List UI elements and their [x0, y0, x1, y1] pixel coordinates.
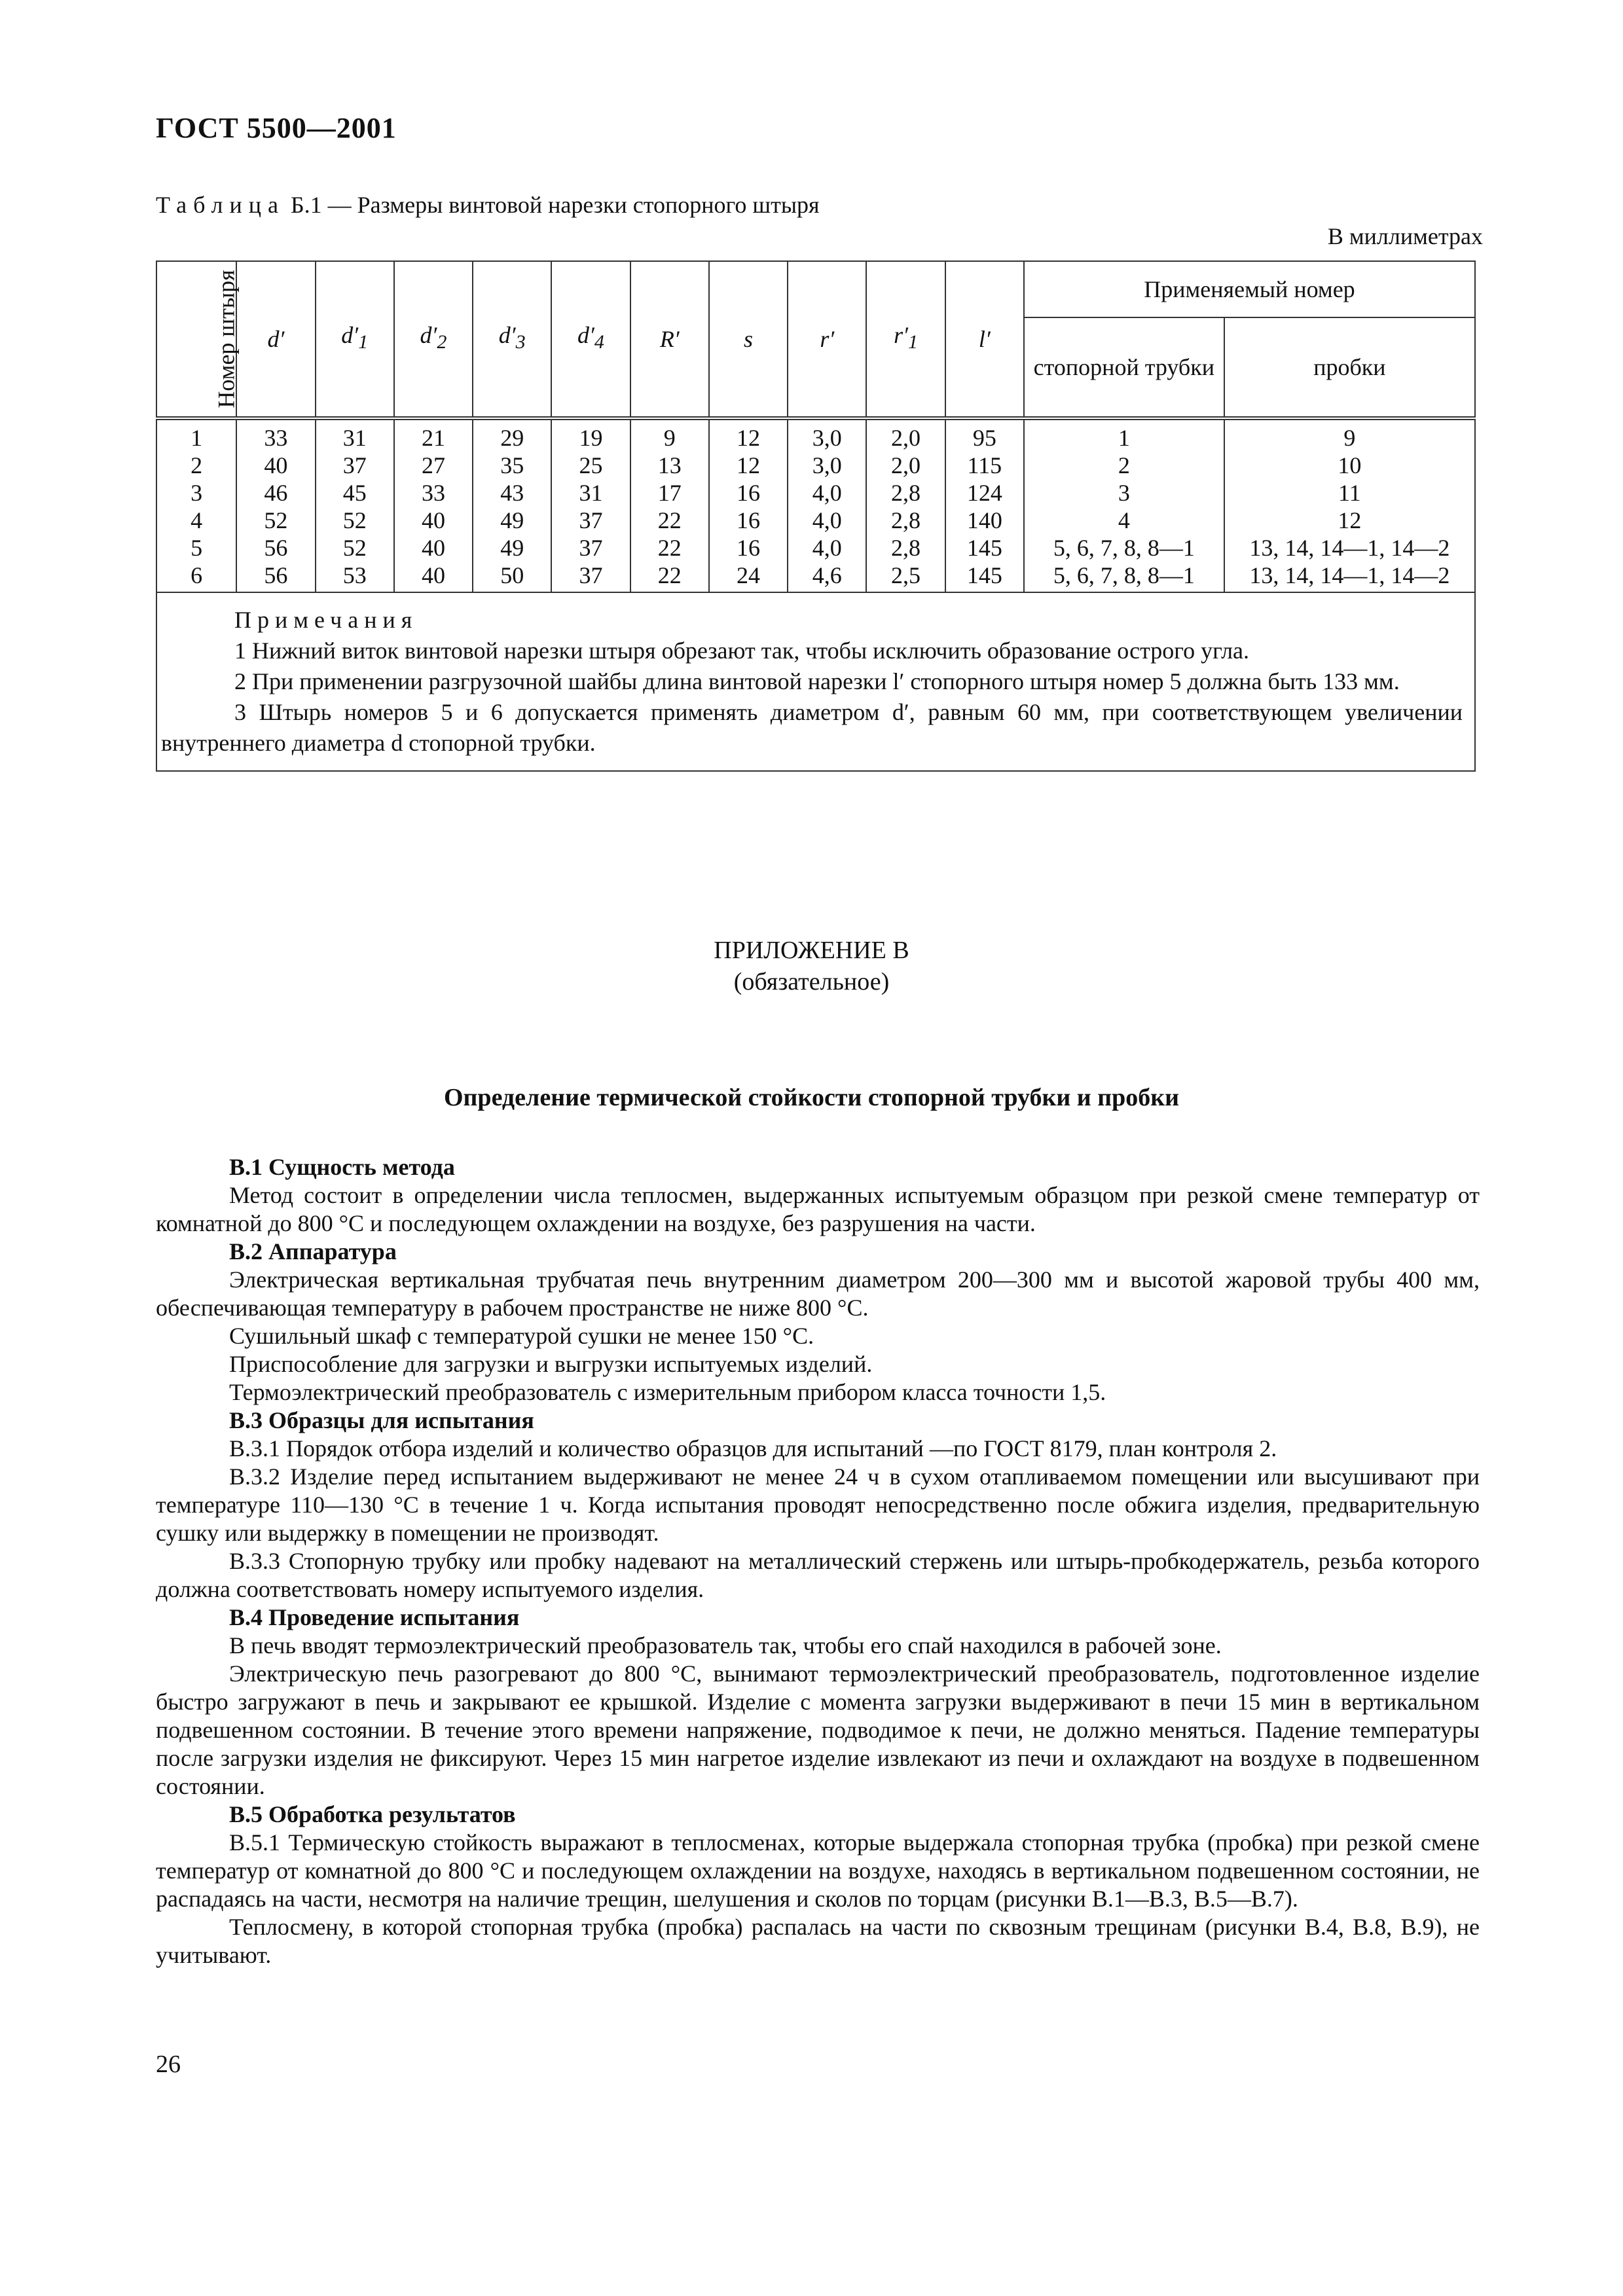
table-cell: 4,0 — [788, 534, 866, 562]
table-caption — [156, 191, 820, 219]
table-row — [156, 507, 1475, 534]
paragraph: В.3.3 Стопорную трубку или пробку надевают на металлический стержень или штырь-пробкодержатель, резьба которого должна соответствовать номеру испытуемого изделия. — [156, 1548, 1480, 1602]
subsection-heading: В.2 Аппаратура — [229, 1238, 397, 1265]
table-cell: 95 — [945, 418, 1024, 452]
paragraph: Метод состоит в определении числа теплосмен, выдержанных испытуемым образцом при резкой смене температур от комнатной до 800 °С и последующем охлаждении на воздухе, без разрушения на части. — [156, 1182, 1480, 1236]
subsection-heading: В.4 Проведение испытания — [229, 1604, 520, 1630]
table-cell: 4,0 — [788, 479, 866, 507]
table-cell: 40 — [394, 507, 473, 534]
table-cell: 2,8 — [866, 507, 945, 534]
notes-title: Примечания — [234, 607, 418, 633]
table-cell: 37 — [551, 507, 630, 534]
header-cell-10 — [945, 261, 1024, 418]
table-cell: 3,0 — [788, 418, 866, 452]
table-cell: 33 — [394, 479, 473, 507]
table-cell: 145 — [945, 534, 1024, 562]
table-cell: 40 — [394, 534, 473, 562]
table-cell: 2,8 — [866, 534, 945, 562]
table-cell: 16 — [709, 534, 788, 562]
paragraph: В.5.1 Термическую стойкость выражают в теплосменах, которые выдержала стопорная трубка (пробка) при резкой смене температур от комнатной до 800 °С и последующем охлаждении на воздухе, находясь в вертикальном подвешенном состоянии, не распадаясь на части, несмотря на наличие трещин, шелушения и сколов по торцам (рисунки В.1—В.3, В.5—В.7). — [156, 1829, 1480, 1912]
subheader-cell: пробки — [1224, 317, 1475, 418]
header-cell-number — [156, 261, 240, 418]
table-cell: 5 — [156, 534, 236, 562]
header-symbol: d′ — [420, 322, 437, 349]
header-symbol: r′ — [820, 326, 835, 352]
table-cell: 16 — [709, 507, 788, 534]
table-cell: 22 — [630, 562, 709, 592]
header-cell-6 — [630, 261, 709, 418]
header-cell-8 — [788, 261, 866, 418]
table-cell: 13, 14, 14—1, 14—2 — [1224, 562, 1475, 592]
table-cell: 5, 6, 7, 8, 8—1 — [1024, 534, 1224, 562]
table-cell: 50 — [473, 562, 551, 592]
table-cell: 37 — [316, 452, 394, 479]
annex-heading — [0, 935, 1623, 997]
table-cell: 49 — [473, 507, 551, 534]
table-cell: 31 — [551, 479, 630, 507]
table-cell: 1 — [156, 418, 236, 452]
paragraph: Приспособление для загрузки и выгрузки испытуемых изделий. — [229, 1351, 873, 1377]
table-cell: 10 — [1224, 452, 1475, 479]
table-cell: 19 — [551, 418, 630, 452]
standard-title: ГОСТ 5500—2001 — [156, 112, 397, 144]
table-notes — [156, 592, 1475, 771]
table-cell: 24 — [709, 562, 788, 592]
header-cell-1 — [236, 261, 315, 418]
table-cell: 145 — [945, 562, 1024, 592]
table-cell: 46 — [236, 479, 315, 507]
header-symbol: s — [744, 326, 754, 352]
table-cell: 35 — [473, 452, 551, 479]
table-row — [156, 562, 1475, 592]
table-cell: 2,0 — [866, 418, 945, 452]
table-cell: 9 — [630, 418, 709, 452]
subsection-heading: В.5 Обработка результатов — [229, 1801, 516, 1827]
header-subscript: 1 — [358, 331, 369, 353]
table-cell: 31 — [316, 418, 394, 452]
table-cell: 33 — [236, 418, 315, 452]
paragraph: Теплосмену, в которой стопорная трубка (пробка) распалась на части по сквозным трещинам (рисунки В.4, В.8, В.9), не учитывают. — [156, 1914, 1480, 1968]
annex-subtitle: (обязательное) — [733, 968, 890, 996]
subsection-heading: В.1 Сущность метода — [229, 1154, 455, 1180]
table-cell: 12 — [1224, 507, 1475, 534]
table-cell: 52 — [316, 507, 394, 534]
header-symbol: l′ — [978, 326, 991, 352]
table-row — [156, 534, 1475, 562]
table-cell: 6 — [156, 562, 236, 592]
table-cell: 37 — [551, 562, 630, 592]
table-cell: 12 — [709, 452, 788, 479]
table-caption-text: Б.1 — Размеры винтовой нарезки стопорного штыря — [284, 192, 820, 218]
table-cell: 3,0 — [788, 452, 866, 479]
paragraph: Сушильный шкаф с температурой сушки не менее 150 °С. — [229, 1323, 814, 1349]
header-symbol: r′ — [894, 322, 908, 349]
table-cell: 5, 6, 7, 8, 8—1 — [1024, 562, 1224, 592]
table-cell: 1 — [1024, 418, 1224, 452]
table-cell: 4 — [156, 507, 236, 534]
header-symbol: d′ — [341, 322, 359, 349]
table-cell: 3 — [156, 479, 236, 507]
table-cell: 43 — [473, 479, 551, 507]
header-cell-5 — [551, 261, 630, 418]
table-cell: 2 — [156, 452, 236, 479]
table-cell: 52 — [236, 507, 315, 534]
header-subscript: 1 — [908, 331, 918, 353]
header-subscript: 4 — [594, 331, 604, 353]
page-number: 26 — [156, 2051, 181, 2078]
table-header-row — [156, 261, 1475, 317]
table-cell: 22 — [630, 507, 709, 534]
table-cell: 2,0 — [866, 452, 945, 479]
table-cell: 124 — [945, 479, 1024, 507]
table-notes-row — [156, 592, 1475, 771]
table-cell: 27 — [394, 452, 473, 479]
header-cell-4 — [473, 261, 551, 418]
table-cell: 16 — [709, 479, 788, 507]
table-cell: 3 — [1024, 479, 1224, 507]
header-subscript: 2 — [437, 331, 447, 353]
header-cell-7 — [709, 261, 788, 418]
table-caption-word: Таблица — [156, 192, 285, 218]
table-cell: 12 — [709, 418, 788, 452]
table-cell: 2 — [1024, 452, 1224, 479]
note-item: 1 Нижний виток винтовой нарезки штыря обрезают так, чтобы исключить образование острого угла. — [234, 637, 1250, 664]
table-row — [156, 479, 1475, 507]
paragraph: В.3.1 Порядок отбора изделий и количество образцов для испытаний —по ГОСТ 8179, план контроля 2. — [229, 1435, 1277, 1462]
table-row — [156, 418, 1475, 452]
annex-title: ПРИЛОЖЕНИЕ В — [714, 937, 909, 964]
table-units: В миллиметрах — [1327, 223, 1483, 249]
subheader-cell: стопорной трубки — [1024, 317, 1224, 418]
header-symbol: d′ — [267, 326, 285, 352]
header-number-label: Номер штыря — [213, 270, 240, 408]
table-cell: 56 — [236, 562, 315, 592]
section-title: Определение термической стойкости стопорной трубки и пробки — [443, 1084, 1180, 1111]
table-cell: 53 — [316, 562, 394, 592]
table-cell: 11 — [1224, 479, 1475, 507]
note-item: 3 Штырь номеров 5 и 6 допускается применять диаметром d′, равным 60 мм, при соответствующем увеличении внутреннего диаметра d стопорной трубки. — [161, 699, 1463, 756]
paragraph: Термоэлектрический преобразователь с измерительным прибором класса точности 1,5. — [229, 1379, 1106, 1405]
table-cell: 49 — [473, 534, 551, 562]
header-symbol: d′ — [577, 322, 594, 349]
table-cell: 2,5 — [866, 562, 945, 592]
header-cell-9 — [866, 261, 945, 418]
body-text — [156, 1153, 1480, 1969]
header-subscript: 3 — [515, 331, 526, 353]
table-cell: 21 — [394, 418, 473, 452]
table-cell: 37 — [551, 534, 630, 562]
table-cell: 2,8 — [866, 479, 945, 507]
table-cell: 4,0 — [788, 507, 866, 534]
header-cell-2 — [316, 261, 394, 418]
table-cell: 22 — [630, 534, 709, 562]
table-row — [156, 452, 1475, 479]
subsection-heading: В.3 Образцы для испытания — [229, 1407, 534, 1433]
table-cell: 52 — [316, 534, 394, 562]
header-symbol: R′ — [659, 326, 680, 352]
table-cell: 56 — [236, 534, 315, 562]
table-cell: 140 — [945, 507, 1024, 534]
table-cell: 13, 14, 14—1, 14—2 — [1224, 534, 1475, 562]
table-cell: 29 — [473, 418, 551, 452]
table-cell: 17 — [630, 479, 709, 507]
table-cell: 115 — [945, 452, 1024, 479]
header-symbol: d′ — [498, 322, 516, 349]
table-cell: 9 — [1224, 418, 1475, 452]
table-cell: 4,6 — [788, 562, 866, 592]
paragraph: В.3.2 Изделие перед испытанием выдерживают не менее 24 ч в сухом отапливаемом помещении или высушивают при температуре 110—130 °С в течение 1 ч. Когда испытания проводят непосредственно после обжига изделия, предварительную сушку или выдержку в помещении не производят. — [156, 1463, 1480, 1546]
table-cell: 13 — [630, 452, 709, 479]
note-item: 2 При применении разгрузочной шайбы длина винтовой нарезки l′ стопорного штыря номер 5 должна быть 133 мм. — [234, 668, 1400, 694]
table-cell: 40 — [394, 562, 473, 592]
header-cell-3 — [394, 261, 473, 418]
paragraph: В печь вводят термоэлектрический преобразователь так, чтобы его спай находился в рабочей зоне. — [229, 1632, 1222, 1659]
table-cell: 4 — [1024, 507, 1224, 534]
header-group-cell: Применяемый номер — [1024, 261, 1475, 317]
paragraph: Электрическая вертикальная трубчатая печь внутренним диаметром 200—300 мм и высотой жаровой трубы 400 мм, обеспечивающая температуру в рабочем пространстве не ниже 800 °С. — [156, 1266, 1480, 1321]
paragraph: Электрическую печь разогревают до 800 °С, вынимают термоэлектрический преобразователь, подготовленное изделие быстро загружают в печь и закрывают ее крышкой. Изделие с момента загрузки выдерживают в печи 15 мин в вертикальном подвешенном состоянии. В течение этого времени напряжение, подводимое к печи, не должно меняться. Падение температуры после загрузки изделия не фиксируют. Через 15 мин нагретое изделие извлекают из печи и охлаждают на воздухе в подвешенном состоянии. — [156, 1660, 1480, 1799]
table-cell: 25 — [551, 452, 630, 479]
thread-dimensions-table — [156, 260, 1476, 772]
table-cell: 45 — [316, 479, 394, 507]
table-cell: 40 — [236, 452, 315, 479]
